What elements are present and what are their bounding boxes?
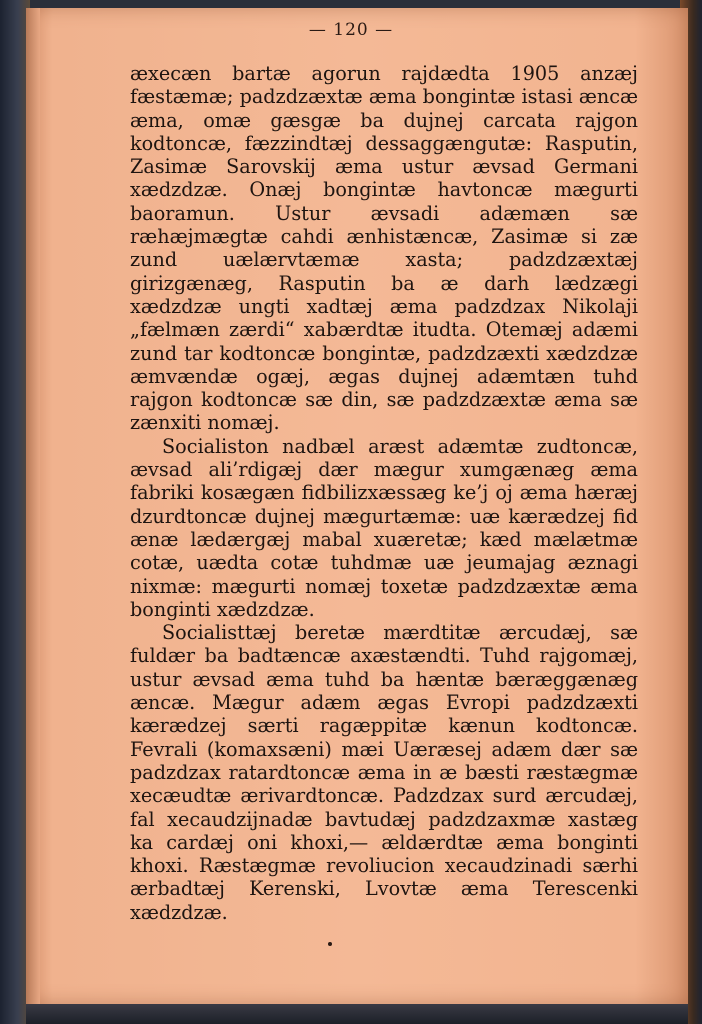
page-body xyxy=(130,62,638,924)
book-cover-bottom xyxy=(26,1004,688,1024)
print-speck xyxy=(328,942,332,946)
page-gutter-edge xyxy=(26,8,40,1004)
paragraph: æxecæn bartæ agorun rajdædta 1905 anzæj fæstæmæ; padzdzæxtæ æma bongintæ istasi æncæ æma, omæ gæsgæ ba dujnej carcata rajgon kodtoncæ, fæzzindtæj dessaggængutæ: Rasputin, Zasimæ Sarovskij æma ustur ævsad Germani xædzdzæ. Onæj bongintæ havtoncæ mægurti baoramun. Ustur ævsadi adæmæn sæ ræhæjmægtæ cahdi ænhistæncæ, Zasimæ si zæ zund uælærvtæmæ xasta; padzdzæxtæj girizgænæg, Rasputin ba æ darh lædzægi xædzdzæ ungti xadtæj æma padzdzax Nikolaji „fælmæn zærdi“ xabærdtæ itudta. Otemæj adæmi zund tar kodtoncæ bongintæ, padzdzæxti xædzdzæ æmvændæ ogæj, ægas dujnej adæmtæn tuhd rajgon kodtoncæ sæ din, sæ padzdzæxtæ æma sæ zænxiti nomæj. xyxy=(130,62,638,435)
paragraph: Socialisttæj beretæ mærdtitæ ærcudæj, sæ fuldær ba badtæncæ axæstændti. Tuhd rajgomæj, ustur ævsad æma tuhd ba hæntæ bæræggænæg æncæ. Mægur adæm ægas Evropi padzdzæxti kærædzej særti ragæppitæ kænun kodtoncæ. Fevrali (komaxsæni) mæi Uæræsej adæm dær sæ padzdzax ratardtoncæ æma in æ bæsti ræstægmæ xecæudtæ ærivardtoncæ. Padzdzax surd ærcudæj, fal xecaudzijnadæ bavtudæj padzdzaxmæ xastæg ka cardæj oni khoxi,— ældærdtæ æma bonginti khoxi. Ræstægmæ revoliucion xecaudzinadi særhi ærbadtæj Kerenski, Lvovtæ æma Terescenki xædzdzæ. xyxy=(130,621,638,924)
paragraph: Socialiston nadbæl aræst adæmtæ zudtoncæ, ævsad ali’rdigæj dær mægur xumgænæg æma fabriki kosægæn fidbilizxæssæg ke’j oj æma hæræj dzurdtoncæ dujnej mægurtæmæ: uæ kærædzej fid ænæ lædærgæj mabal xuæretæ; kæd mælætmæ cotæ, uædta cotæ tuhdmæ uæ jeumajag æznagi nixmæ: mægurti nomæj toxetæ padzdzæxtæ æma bonginti xædzdzæ. xyxy=(130,434,638,621)
page-number: — 120 — xyxy=(308,20,394,40)
